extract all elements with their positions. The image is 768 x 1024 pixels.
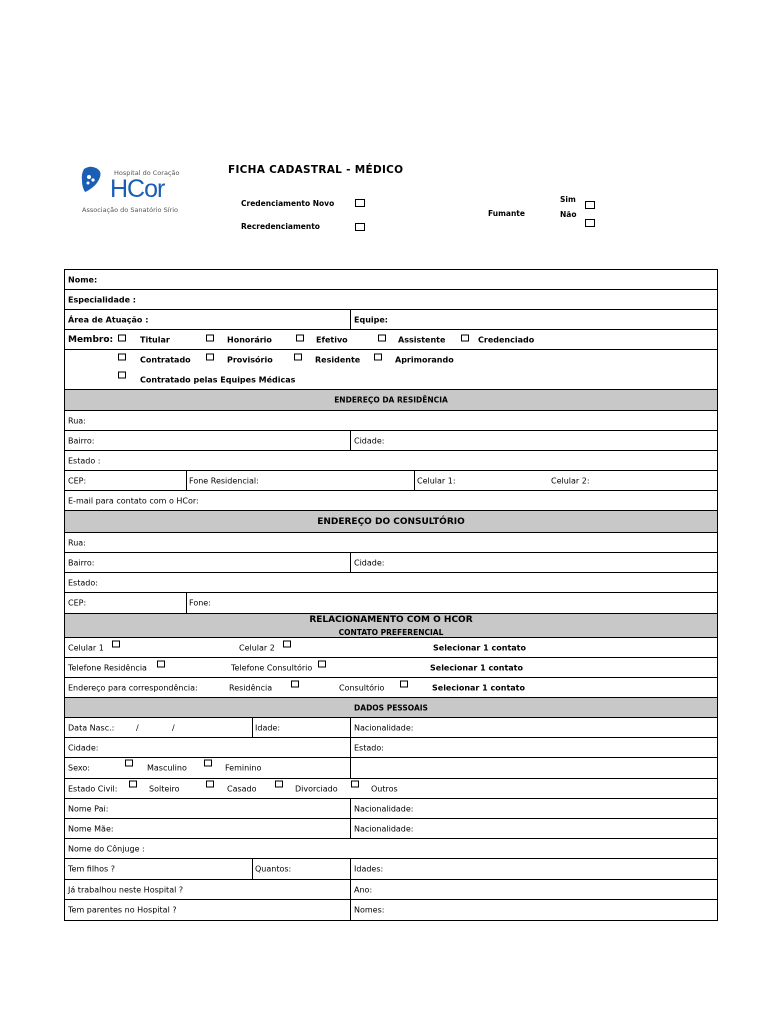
contato-preferencial-subtitle: CONTATO PREFERENCIAL [338,628,444,637]
sim-label: Sim [560,195,576,204]
contratado-checkbox[interactable] [118,354,126,361]
heart-hand-icon [80,165,106,195]
idade-field[interactable]: Idade: [255,723,281,732]
area-atuacao-row [65,310,717,330]
nome-pai-row [65,799,717,819]
consultorio-estado-field[interactable]: Estado: [68,578,98,587]
idades-field[interactable]: Idades: [354,864,384,874]
residencia-estado-row [65,451,717,471]
tem-filhos-field[interactable]: Tem filhos ? [68,864,115,874]
pessoais-cidade-field[interactable]: Cidade: [68,743,99,752]
assistente-label: Assistente [398,335,446,344]
consultorio-rua-field[interactable]: Rua: [68,538,86,547]
solteiro-label: Solteiro [149,784,180,793]
corresp-residencia-checkbox[interactable] [291,681,299,688]
casado-label: Casado [227,784,257,793]
nome-pai-field[interactable]: Nome Pai: [68,804,109,813]
selecionar-note-1: Selecionar 1 contato [433,643,526,652]
endereco-correspondencia-label: Endereço para correspondência: [68,683,198,692]
contato-tel-consultorio-label: Telefone Consultório [231,663,313,672]
contato-endereco-row [65,678,717,698]
corresp-consultorio-label: Consultório [339,683,385,692]
contato-celular2-label: Celular 2 [239,643,275,652]
assistente-checkbox[interactable] [378,335,386,342]
masculino-label: Masculino [147,763,187,773]
masculino-checkbox[interactable] [125,760,133,767]
aprimorando-checkbox[interactable] [374,354,382,361]
efetivo-label: Efetivo [316,335,348,344]
pessoais-cidade-row [65,738,717,758]
casado-checkbox[interactable] [206,781,214,788]
consultorio-section-header [65,511,717,533]
consultorio-cep-row [65,593,717,614]
recredenciamento-label: Recredenciamento [241,222,320,231]
consultorio-bairro-row [65,553,717,573]
nomes-field[interactable]: Nomes: [354,905,385,915]
sexo-label: Sexo: [68,763,90,773]
residencia-celular1-field[interactable]: Celular 1: [417,476,456,485]
logo-brand: HCor [110,175,165,203]
consultorio-estado-row [65,573,717,593]
registration-form [64,269,718,921]
recredenciamento-checkbox[interactable] [355,223,365,231]
contato-tel-residencia-label: Telefone Residência [68,663,147,672]
nascimento-row [65,718,717,738]
estado-civil-label: Estado Civil: [68,784,118,793]
residencia-celular2-field[interactable]: Celular 2: [551,476,590,485]
email-field[interactable]: E-mail para contato com o HCor: [68,496,199,505]
residencia-bairro-row [65,431,717,451]
relacionamento-section-header [65,614,717,638]
consultorio-cep-field[interactable]: CEP: [68,598,87,608]
membro-row-2 [65,350,717,370]
sexo-row [65,758,717,779]
ja-trabalhou-field[interactable]: Já trabalhou neste Hospital ? [68,885,184,894]
corresp-consultorio-checkbox[interactable] [400,681,408,688]
data-nasc-field[interactable]: Data Nasc.: [68,723,115,732]
nome-field[interactable]: Nome: [68,275,98,284]
estado-civil-row [65,779,717,799]
pessoais-section-header [65,698,717,718]
provisorio-label: Provisório [227,355,273,365]
nome-row [65,270,717,290]
equipe-field[interactable]: Equipe: [354,315,388,324]
residencia-bairro-field[interactable]: Bairro: [68,436,95,445]
credenciado-checkbox[interactable] [461,335,469,342]
divorciado-checkbox[interactable] [275,781,283,788]
membro-row-1 [65,330,717,350]
nacionalidade-field[interactable]: Nacionalidade: [354,723,414,732]
contato-tel-consultorio-checkbox[interactable] [318,661,326,668]
divorciado-label: Divorciado [295,784,338,793]
contato-telefone-row [65,658,717,678]
logo-association-text: Associação do Sanatório Sírio [82,206,178,214]
titular-checkbox[interactable] [118,335,126,342]
especialidade-field[interactable]: Especialidade : [68,295,137,304]
consultorio-cidade-field[interactable]: Cidade: [354,558,385,567]
credenciado-label: Credenciado [478,335,535,344]
relacionamento-section-title: RELACIONAMENTO COM O HCOR [309,615,473,625]
selecionar-note-2: Selecionar 1 contato [430,663,523,672]
contato-celular2-checkbox[interactable] [283,641,291,648]
honorario-label: Honorário [227,335,272,344]
residencia-contato-row [65,471,717,491]
honorario-checkbox[interactable] [206,335,214,342]
consultorio-fone-field[interactable]: Fone: [189,598,211,608]
pessoais-section-title: DADOS PESSOAIS [354,703,428,712]
credenciamento-novo-checkbox[interactable] [355,199,365,207]
residencia-cidade-field[interactable]: Cidade: [354,436,385,445]
aprimorando-label: Aprimorando [395,355,454,365]
membro-row-3 [65,370,717,390]
contato-celular1-checkbox[interactable] [112,641,120,648]
consultorio-rua-row [65,533,717,553]
area-atuacao-field[interactable]: Área de Atuação : [68,315,149,324]
conjuge-row [65,839,717,859]
nacionalidade-mae-field[interactable]: Nacionalidade: [354,824,414,833]
feminino-checkbox[interactable] [204,760,212,767]
nome-mae-field[interactable]: Nome Mãe: [68,824,114,833]
parentes-row [65,900,717,921]
fumante-nao-checkbox[interactable] [585,219,595,227]
nome-mae-row [65,819,717,839]
feminino-label: Feminino [225,763,262,773]
logo-hospital-text: Hospital do Coração [114,169,180,177]
date-separator-2: / [172,723,175,732]
email-row [65,491,717,511]
tem-parentes-field[interactable]: Tem parentes no Hospital ? [68,905,177,915]
credenciamento-novo-label: Credenciamento Novo [241,199,335,208]
date-separator-1: / [136,723,139,732]
residencia-rua-row [65,411,717,431]
provisorio-checkbox[interactable] [206,354,214,361]
contratado-equipes-label: Contratado pelas Equipes Médicas [140,375,296,384]
filhos-row [65,859,717,880]
outros-checkbox[interactable] [351,781,359,788]
residencia-section-title: ENDEREÇO DA RESIDÊNCIA [334,395,448,405]
page-title: FICHA CADASTRAL - MÉDICO [228,164,404,176]
nome-conjuge-field[interactable]: Nome do Cônjuge : [68,844,145,853]
residente-checkbox[interactable] [294,354,302,361]
trabalhou-row [65,880,717,900]
fumante-sim-checkbox[interactable] [585,201,595,209]
efetivo-checkbox[interactable] [296,335,304,342]
contato-celular-row [65,638,717,658]
contratado-equipes-checkbox[interactable] [118,372,126,379]
fumante-label: Fumante [488,209,525,218]
consultorio-bairro-field[interactable]: Bairro: [68,558,95,567]
ano-field[interactable]: Ano: [354,885,373,894]
especialidade-row [65,290,717,310]
contato-celular1-label: Celular 1 [68,643,104,652]
contato-tel-residencia-checkbox[interactable] [157,661,165,668]
residencia-rua-field[interactable]: Rua: [68,416,86,425]
quantos-field[interactable]: Quantos: [255,864,292,874]
membro-label: Membro: [68,334,114,345]
titular-label: Titular [140,335,170,344]
pessoais-estado-field[interactable]: Estado: [354,743,384,752]
selecionar-note-3: Selecionar 1 contato [432,683,525,692]
residencia-section-header [65,390,717,411]
residente-label: Residente [315,355,361,365]
residencia-cep-field[interactable]: CEP: [68,476,87,485]
corresp-residencia-label: Residência [229,683,273,692]
consultorio-section-title: ENDEREÇO DO CONSULTÓRIO [317,516,465,527]
nao-label: Não [560,210,577,219]
hcor-logo [80,165,190,215]
nacionalidade-pai-field[interactable]: Nacionalidade: [354,804,414,813]
residencia-estado-field[interactable]: Estado : [68,456,101,465]
residencia-fone-field[interactable]: Fone Residencial: [189,476,259,485]
solteiro-checkbox[interactable] [129,781,137,788]
outros-label: Outros [371,784,398,793]
contratado-label: Contratado [140,355,191,365]
